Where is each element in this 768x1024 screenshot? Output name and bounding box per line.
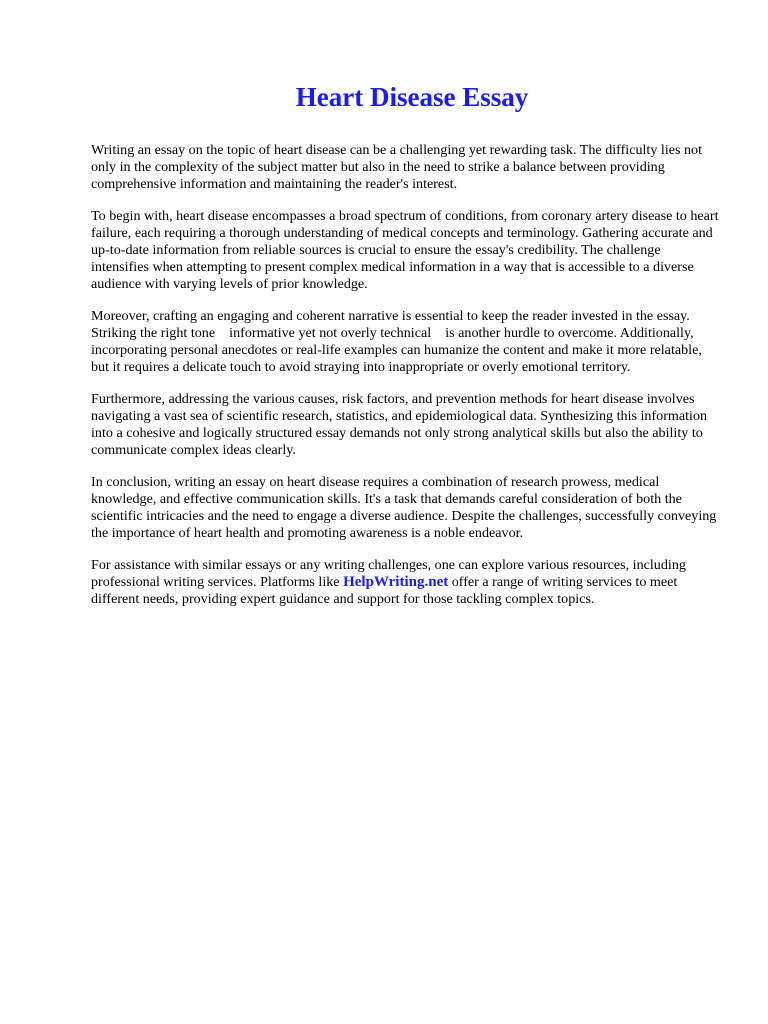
document-title: Heart Disease Essay <box>295 82 529 112</box>
paragraph-conclusion: In conclusion, writing an essay on heart disease requires a combination of research prowess, medical knowledge, and effective communication skills. It's a task that demands careful consideration of both the scientific intricacies and the need to engage a diverse audience. Despite the challenges, successfully conveying the importance of heart health and promoting awareness is a noble endeavor. <box>91 474 717 541</box>
closing-text-after-link: offer a range of writing services to meet different needs, providing expert guidance and support for those tackling complex topics. <box>91 574 678 607</box>
helpwriting-link[interactable]: HelpWriting.net <box>343 574 449 590</box>
paragraph-research: Furthermore, addressing the various causes, risk factors, and prevention methods for heart disease involves navigating a vast sea of scientific research, statistics, and epidemiological data. Synthesizing this information into a cohesive and logically structured essay demands not only strong analytical skills but also the ability to communicate complex ideas clearly. <box>91 391 708 458</box>
paragraph-narrative: Moreover, crafting an engaging and coherent narrative is essential to keep the reader invested in the essay. Striking the right tone informative yet not overly technical is another hurdle to overcome. Additionally, incorporating personal anecdotes or real-life examples can humanize the content and make it more relatable, but it requires a delicate touch to avoid straying into inappropriate or overly emotional territory. <box>91 308 702 375</box>
document-page <box>91 78 721 623</box>
paragraph-scope: To begin with, heart disease encompasses a broad spectrum of conditions, from coronary artery disease to heart failure, each requiring a thorough understanding of medical concepts and terminology. Gathering accurate and up-to-date information from reliable sources is crucial to ensure the essay's credibility. The challenge intensifies when attempting to present complex medical information in a way that is accessible to a diverse audience with varying levels of prior knowledge. <box>91 208 719 292</box>
closing-text-before-link: For assistance with similar essays or any writing challenges, one can explore various resources, including professional writing services. Platforms like <box>91 557 686 590</box>
paragraph-closing <box>91 557 721 608</box>
paragraph-intro: Writing an essay on the topic of heart disease can be a challenging yet rewarding task. The difficulty lies not only in the complexity of the subject matter but also in the need to strike a balance between providing comprehensive information and maintaining the reader's interest. <box>91 142 703 192</box>
